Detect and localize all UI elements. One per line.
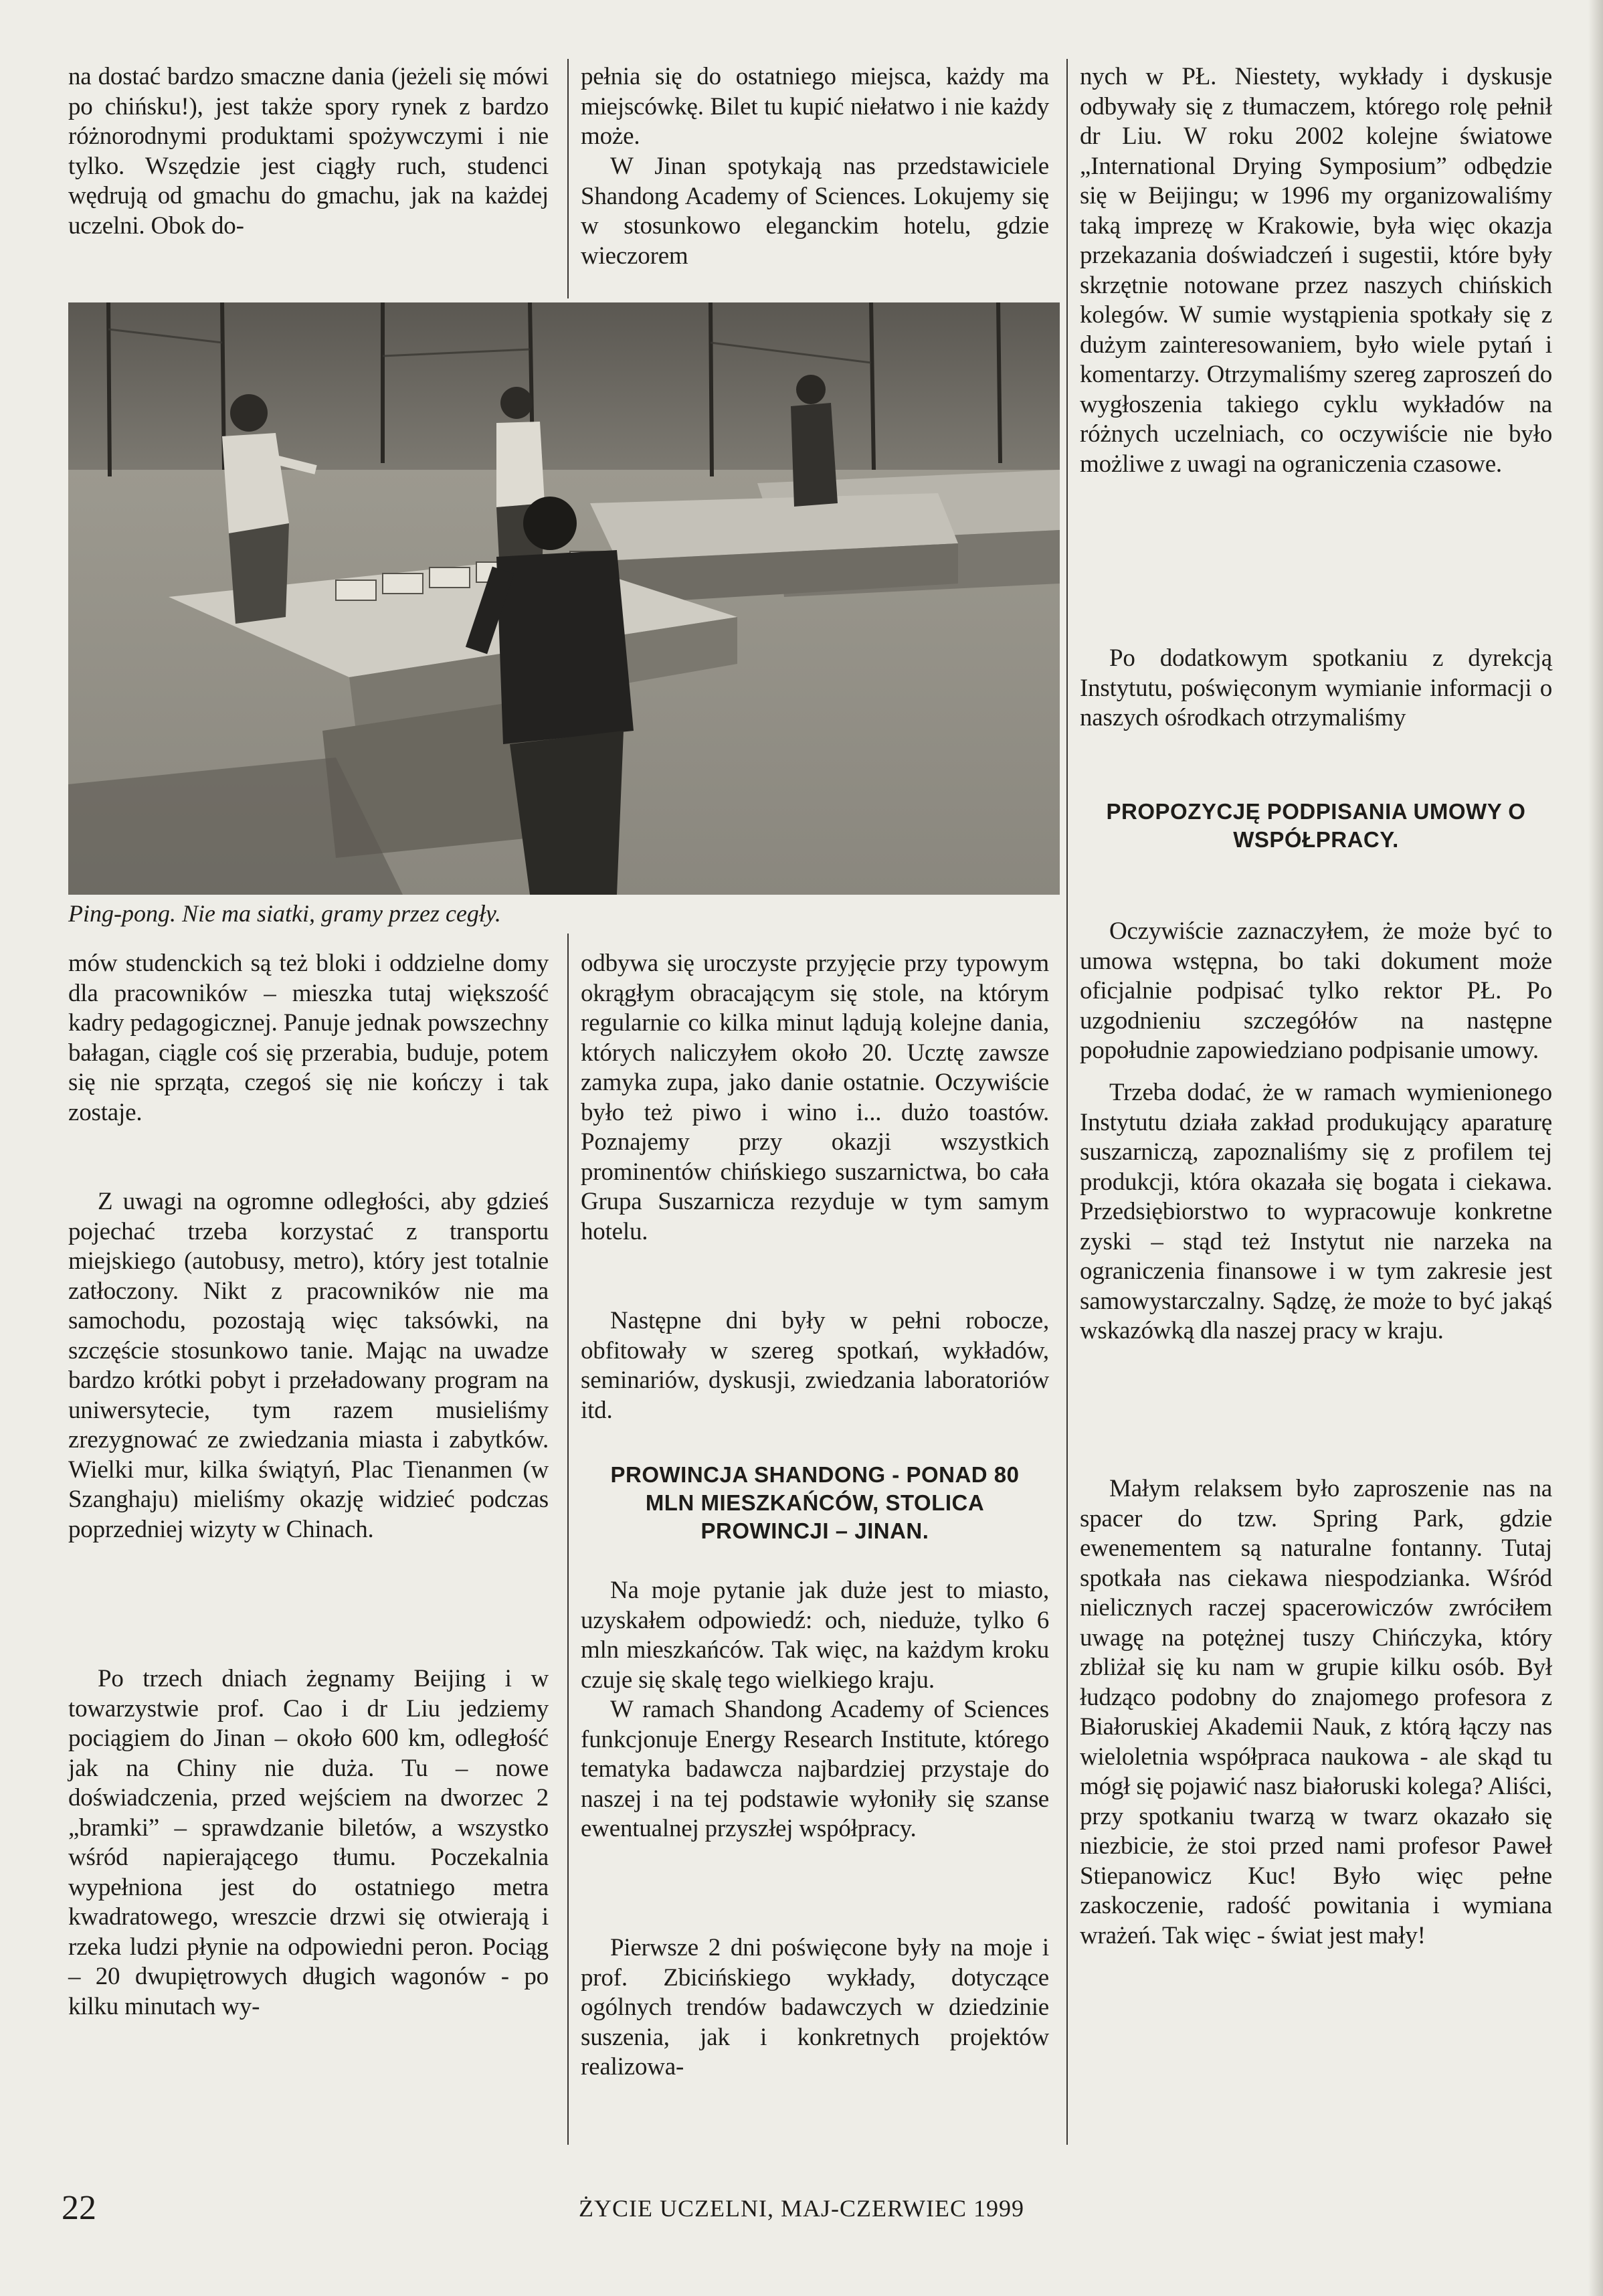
column-1-paragraph-3: Po trzech dniach żegnamy Beijing i w towarzystwie prof. Cao i dr Liu jedziemy pociągiem do Jinan – około 600 km, odległość jak na Chiny nie duża. Tu – nowe doświadczenia, przed wejściem na dworzec 2 „bramki” – sprawdzanie biletów, a wszystko wśród napierającego tłumu. Poczekalnia wypełniona jest do ostatniego metra kwadratowego, wreszcie drzwi się otwierają i rzeka ludzi płynie na odpowiedni peron. Pociąg – 20 dwupiętrowych długich wagonów - po kilku minutach wy- <box>68 1665 549 2020</box>
ping-pong-photo <box>68 302 1060 895</box>
column-3-paragraph-3: Oczywiście zaznaczyłem, że może być to umowa wstępna, bo taki dokument może oficjalnie podpisać tylko rektor PŁ. Po uzgodnieniu szczegółów na następne popołudnie zapowiedziano podpisanie umowy. <box>1080 917 1552 1064</box>
column-rule-2 <box>1066 59 1068 2145</box>
running-title: ŻYCIE UCZELNI, MAJ-CZERWIEC 1999 <box>579 2195 1024 2222</box>
column-rule-1-lower <box>567 934 569 2145</box>
section-heading-shandong: PROWINCJA SHANDONG - PONAD 80 MLN MIESZKAŃCÓW, STOLICA PROWINCJI – JINAN. <box>610 1462 1020 1543</box>
column-1-paragraph-2: Z uwagi na ogromne odległości, aby gdzieś pojechać trzeba korzystać z transportu miejskiego (autobusy, metro), który jest totalnie zatłoczony. Nikt z pracowników nie ma samochodu, pozostają więc taksówki, na szczęście stosunkowo tanie. Mając na uwadze bardzo krótki pobyt i przeładowany program na uniwersytecie, tym razem musieliśmy zrezygnować ze zwiedzania miasta i zabytków. Wielki mur, kilka świątyń, Plac Tienanmen (w Szanghaju) mieliśmy okazję widzieć podczas poprzedniej wizyty w Chinach. <box>68 1188 549 1543</box>
column-rule-1 <box>567 59 569 298</box>
page-number: 22 <box>62 2189 96 2227</box>
column-2-paragraph-3: Na moje pytanie jak duże jest to miasto, uzyskałem odpowiedź: och, nieduże, tylko 6 mln mieszkańców. Tak więc, na każdym kroku czuje się skalę tego wielkiego kraju. <box>581 1577 1049 1694</box>
page-gutter-shadow <box>1588 0 1603 2296</box>
column-2-paragraph-4: W ramach Shandong Academy of Sciences funkcjonuje Energy Research Institute, którego tematyka badawcza najbardziej przystaje do naszej i na tej podstawie wyłoniły się szanse ewentualnej przyszłej współpracy. <box>581 1696 1049 1842</box>
photo-caption: Ping-pong. Nie ma siatki, gramy przez cegły. <box>68 900 501 927</box>
column-1-top-text: na dostać bardzo smaczne dania (jeżeli się mówi po chińsku!), jest także spory rynek z bardzo różnorodnymi produktami spożywczymi i nie tylko. Wszędzie jest ciągły ruch, studenci wędrują od gmachu do gmachu, jak na każdej uczelni. Obok do- <box>68 63 549 240</box>
column-1-paragraph-1: mów studenckich są też bloki i oddzielne domy dla pracowników – mieszka tutaj większość kadry pedagogicznej. Panuje jednak powszechny bałagan, ciągle coś się przerabia, buduje, potem się nie sprząta, czegoś się nie kończy i tak zostaje. <box>68 950 549 1126</box>
column-3-paragraph-2: Po dodatkowym spotkaniu z dyrekcją Instytutu, poświęconym wymianie informacji o naszych ośrodkach otrzymaliśmy <box>1080 644 1552 731</box>
column-3-paragraph-1: nych w PŁ. Niestety, wykłady i dyskusje odbywały się z tłumaczem, którego rolę pełnił dr Liu. W roku 2002 kolejne światowe „International Drying Symposium” odbędzie się w Beijingu; w 1996 my organizowaliśmy taką imprezę w Krakowie, była więc okazja przekazania doświadczeń i sugestii, które były skrzętnie notowane przez naszych chińskich kolegów. W sumie wystąpienia spotkały się z dużym zainteresowaniem, było wiele pytań i komentarzy. Otrzymaliśmy szereg zaproszeń do wygłoszenia takiego cyklu wykładów na różnych uczelniach, co oczywiście nie było możliwe z uwagi na ograniczenia czasowe. <box>1080 63 1552 478</box>
section-heading-agreement: PROPOZYCJĘ PODPISANIA UMOWY O WSPÓŁPRACY. <box>1106 799 1526 852</box>
column-3-paragraph-4: Trzeba dodać, że w ramach wymienionego Instytutu działa zakład produkujący aparaturę suszarniczą, zapoznaliśmy się z profilem tej produkcji, która okazała się bogata i ciekawa. Przedsiębiorstwo to wypracowuje konkretne zyski – stąd też Instytut nie narzeka na ograniczenia finansowe i w tym zakresie jest samowystarczalny. Sądzę, że może to być jakąś wskazówką dla naszej pracy w kraju. <box>1080 1079 1552 1344</box>
column-2-top-paragraph: W Jinan spotykają nas przedstawiciele Shandong Academy of Sciences. Lokujemy się w stosunkowo eleganckim hotelu, gdzie wieczorem <box>581 153 1049 270</box>
column-3-paragraph-5: Małym relaksem było zaproszenie nas na spacer do tzw. Spring Park, gdzie ewenementem są naturalne fontanny. Tutaj spotkała nas ciekawa niespodzianka. Wśród nielicznych raczej spacerowiczów zwróciłem uwagę na potężnej tuszy Chińczyka, który zbliżał się ku nam w grupie kilku osób. Był łudząco podobny do znajomego profesora z Białoruskiej Akademii Nauk, z którą łączy nas wieloletnia współpraca naukowa - ale skąd tu mógł się pojawić nasz białoruski kolega? Aliści, przy spotkaniu twarzą w twarz okazało się niezbicie, że stoi przed nami profesor Paweł Stiepanowicz Kuc! Było więc pełne zaskoczenie, radość powitania i wymiana wrażeń. Tak więc - świat jest mały! <box>1080 1475 1552 1949</box>
column-2-paragraph-1: odbywa się uroczyste przyjęcie przy typowym okrągłym obracającym się stole, na którym regularnie co kilka minut lądują kolejne dania, których naliczyłem około 20. Ucztę zawsze zamyka zupa, jako danie ostatnie. Oczywiście było też piwo i wino i... dużo toastów. Poznajemy przy okazji wszystkich prominentów chińskiego suszarnictwa, bo cała Grupa Suszarnicza rezyduje w tym samym hotelu. <box>581 950 1049 1245</box>
column-2-paragraph-5: Pierwsze 2 dni poświęcone były na moje i prof. Zbicińskiego wykłady, dotyczące ogólnych trendów badawczych w dziedzinie suszenia, jak i konkretnych projektów realizowa- <box>581 1934 1049 2081</box>
column-2-paragraph-2: Następne dni były w pełni robocze, obfitowały w szereg spotkań, wykładów, seminariów, dyskusji, zwiedzania laboratoriów itd. <box>581 1307 1049 1424</box>
column-2-top-text: pełnia się do ostatniego miejsca, każdy ma miejscówkę. Bilet tu kupić niełatwo i nie każdy może. <box>581 63 1049 150</box>
